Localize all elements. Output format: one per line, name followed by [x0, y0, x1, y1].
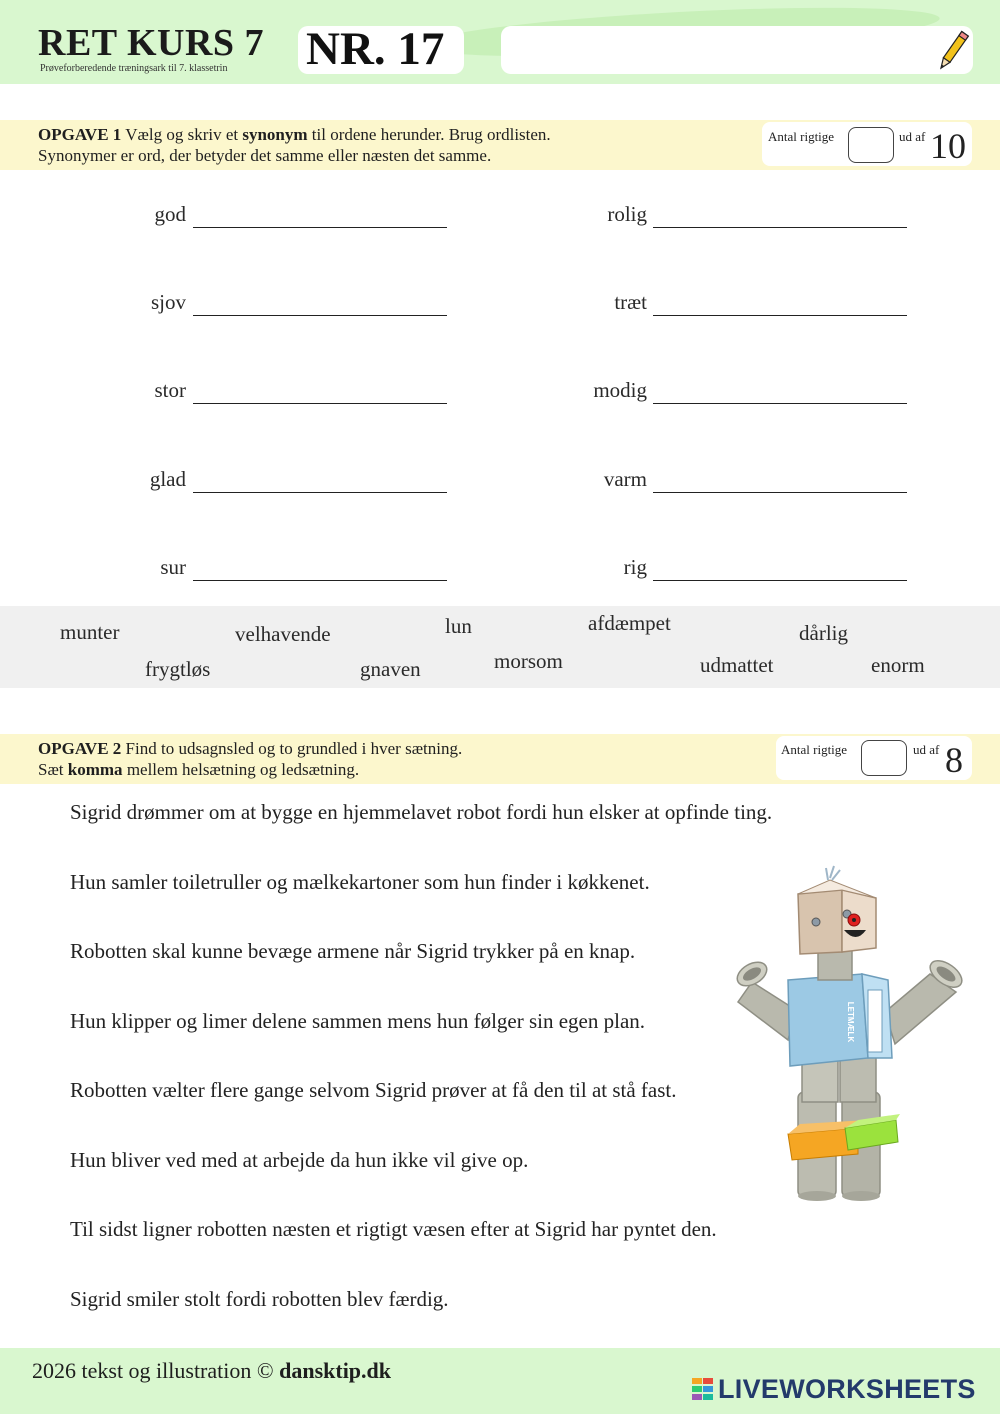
- synonym-answer-input[interactable]: [193, 376, 447, 404]
- sentence-2[interactable]: Hun samler toiletruller og mælkekartoner som hun finder i køkkenet.: [70, 870, 650, 894]
- sentence-5[interactable]: Robotten vælter flere gange selvom Sigrid prøver at få den til at stå fast.: [70, 1078, 677, 1102]
- wordbank-word: lun: [445, 614, 472, 638]
- task2-line2-a: Sæt: [38, 760, 68, 779]
- wordbank-word: afdæmpet: [588, 611, 671, 635]
- wordbank-word: gnaven: [360, 657, 421, 681]
- task1-score-of: ud af: [899, 129, 926, 144]
- liveworksheets-logo-text: LIVEWORKSHEETS: [718, 1373, 976, 1404]
- sentence-6[interactable]: Hun bliver ved med at arbejde da hun ikke vil give op.: [70, 1148, 529, 1172]
- synonym-answer-input[interactable]: [653, 553, 907, 581]
- synonym-word-left: sjov: [150, 290, 186, 314]
- sentence-1[interactable]: Sigrid drømmer om at bygge en hjemmelavet robot fordi hun elsker at opfinde ting.: [70, 800, 773, 824]
- wordbank-word: dårlig: [799, 621, 848, 645]
- synonym-answer-input[interactable]: [193, 288, 447, 316]
- task2-line2-b: mellem helsætning og ledsætning.: [122, 760, 360, 779]
- task2-label: OPGAVE 2: [38, 739, 122, 758]
- synonym-word-right: varm: [603, 467, 647, 491]
- wordbank-word: udmattet: [700, 653, 774, 677]
- synonym-answer-input[interactable]: [193, 553, 447, 581]
- task1-label: OPGAVE 1: [38, 125, 122, 144]
- worksheet-subtitle: Prøveforberedende træningsark til 7. klassetrin: [40, 63, 228, 74]
- sentence-3[interactable]: Robotten skal kunne bevæge armene når Sigrid trykker på en knap.: [70, 939, 636, 963]
- pencil-icon: [936, 28, 970, 74]
- task1-score-total: 10: [930, 126, 966, 166]
- sentence-8[interactable]: Sigrid smiler stolt fordi robotten blev færdig.: [70, 1287, 449, 1311]
- word-bank: [0, 606, 1000, 688]
- wordbank-word: munter: [60, 620, 120, 644]
- wordbank-word: velhavende: [235, 622, 331, 646]
- task1-score-input[interactable]: [848, 127, 894, 163]
- wordbank-word: frygtløs: [145, 657, 211, 681]
- synonym-answer-input[interactable]: [193, 465, 447, 493]
- task2-score-label: Antal rigtige: [781, 742, 848, 757]
- robot-illustration: [730, 862, 980, 1207]
- liveworksheets-logo: [692, 1375, 976, 1403]
- copyright-prefix: 2026 tekst og illustration ©: [32, 1358, 280, 1383]
- synonym-answer-input[interactable]: [653, 200, 907, 228]
- synonym-answer-input[interactable]: [653, 288, 907, 316]
- task2-instructions: [38, 738, 462, 780]
- task2-keyword: komma: [67, 760, 123, 779]
- sentence-7[interactable]: Til sidst ligner robotten næsten et rigtigt væsen efter at Sigrid har pyntet den.: [70, 1217, 717, 1241]
- task1-line2: Synonymer er ord, der betyder det samme eller næsten det samme.: [38, 146, 492, 165]
- synonym-word-left: sur: [160, 555, 186, 579]
- synonym-word-right: træt: [614, 290, 647, 314]
- task1-score-label: Antal rigtige: [768, 129, 835, 144]
- synonym-word-right: rolig: [607, 202, 647, 226]
- copyright-site: dansktip.dk: [279, 1358, 392, 1383]
- name-field[interactable]: [501, 26, 973, 74]
- task1-text-b: til ordene herunder. Brug ordlisten.: [307, 125, 551, 144]
- worksheet-title: RET KURS 7: [38, 22, 265, 64]
- worksheet-number: NR. 17: [306, 23, 445, 75]
- liveworksheets-logo-icon: [692, 1378, 714, 1400]
- copyright-text: [32, 1358, 391, 1384]
- task1-keyword: synonym: [242, 125, 308, 144]
- wordbank-word: morsom: [494, 649, 563, 673]
- sentence-4[interactable]: Hun klipper og limer delene sammen mens hun følger sin egen plan.: [70, 1009, 646, 1033]
- task2-score-total: 8: [945, 740, 963, 780]
- synonym-word-right: rig: [623, 555, 647, 579]
- carton-label: LETMÆLK: [846, 1001, 855, 1043]
- task2-score-input[interactable]: [861, 740, 907, 776]
- synonym-answer-input[interactable]: [653, 465, 907, 493]
- task2-score-of: ud af: [913, 742, 940, 757]
- wordbank-word: enorm: [871, 653, 925, 677]
- synonym-word-left: glad: [149, 467, 186, 491]
- task2-line1: Find to udsagnsled og to grundled i hver sætning.: [121, 739, 463, 758]
- synonym-word-left: god: [154, 202, 186, 226]
- task1-text-a: Vælg og skriv et: [121, 125, 243, 144]
- synonym-word-right: modig: [593, 378, 647, 402]
- synonym-word-left: stor: [154, 378, 186, 402]
- synonym-answer-input[interactable]: [193, 200, 447, 228]
- task1-instructions: [38, 124, 551, 166]
- synonym-answer-input[interactable]: [653, 376, 907, 404]
